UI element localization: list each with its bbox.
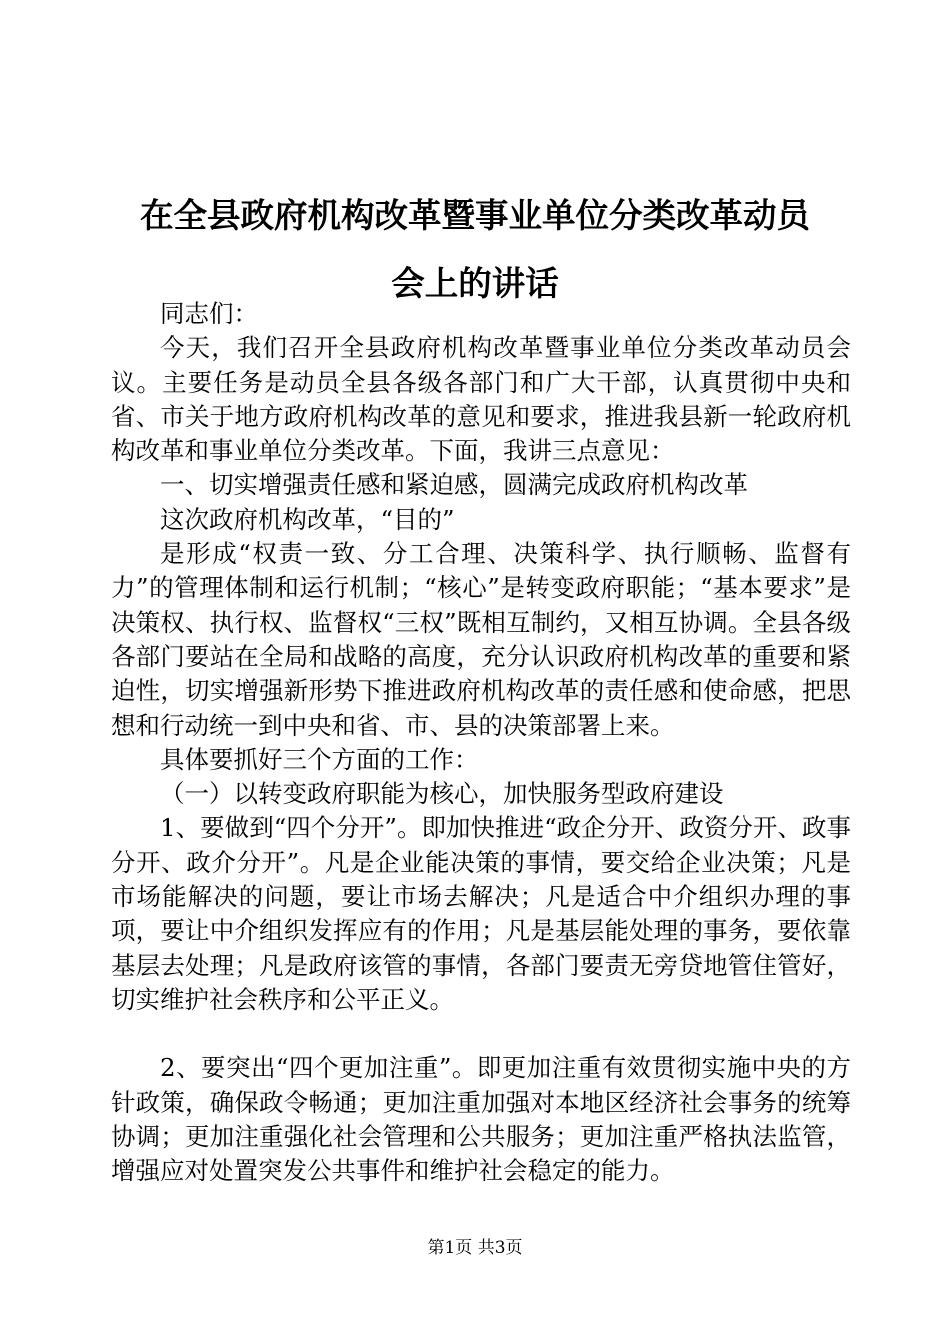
paragraph: 今天，我们召开全县政府机构改革暨事业单位分类改革动员会议。主要任务是动员全县各级各部门和广大干部，认真贯彻中央和省、市关于地方政府机构改革的意见和要求，推进我县新一轮政府机构改革和事业单位分类改革。下面，我讲三点意见：	[111, 333, 851, 466]
paragraph: 1、要做到“四个分开”。即加快推进“政企分开、政资分开、政事分开、政介分开”。凡是企业能决策的事情，要交给企业决策；凡是市场能解决的问题，要让市场去解决；凡是适合中介组织办理的事项，要让中介组织发挥应有的作用；凡是基层能处理的事务，要依靠基层去处理；凡是政府该管的事情，各部门要责无旁贷地管住管好，切实维护社会秩序和公平正义。	[111, 813, 851, 1014]
document-body	[111, 297, 851, 1188]
salutation: 同志们：	[160, 299, 258, 328]
page-number-footer: 第1页 共3页	[427, 1238, 523, 1258]
paragraph: 这次政府机构改革，“目的”	[160, 504, 455, 534]
title-line-1: 在全县政府机构改革暨事业单位分类改革动员	[140, 196, 810, 235]
paragraph: 2、要突出“四个更加注重”。即更加注重有效贯彻实施中央的方针政策，确保政令畅通；更加注重加强对本地区经济社会事务的统筹协调；更加注重强化社会管理和公共服务；更加注重严格执法监管，增强应对处置突发公共事件和维护社会稳定的能力。	[111, 1053, 851, 1186]
paragraph: 是形成“权责一致、分工合理、决策科学、执行顺畅、监督有力”的管理体制和运行机制；“核心”是转变政府职能；“基本要求”是决策权、执行权、监督权“三权”既相互制约，又相互协调。全县各级各部门要站在全局和战略的高度，充分认识政府机构改革的重要和紧迫性，切实增强新形势下推进政府机构改革的责任感和使命感，把思想和行动统一到中央和省、市、县的决策部署上来。	[111, 539, 851, 740]
title-line-2: 会上的讲话	[391, 264, 559, 303]
paragraph-spacer	[111, 1017, 851, 1051]
paragraph: 具体要抓好三个方面的工作：	[160, 744, 479, 774]
subsection-heading: （一）以转变政府职能为核心，加快服务型政府建设	[160, 779, 724, 809]
section-heading: 一、切实增强责任感和紧迫感，圆满完成政府机构改革	[160, 470, 748, 500]
